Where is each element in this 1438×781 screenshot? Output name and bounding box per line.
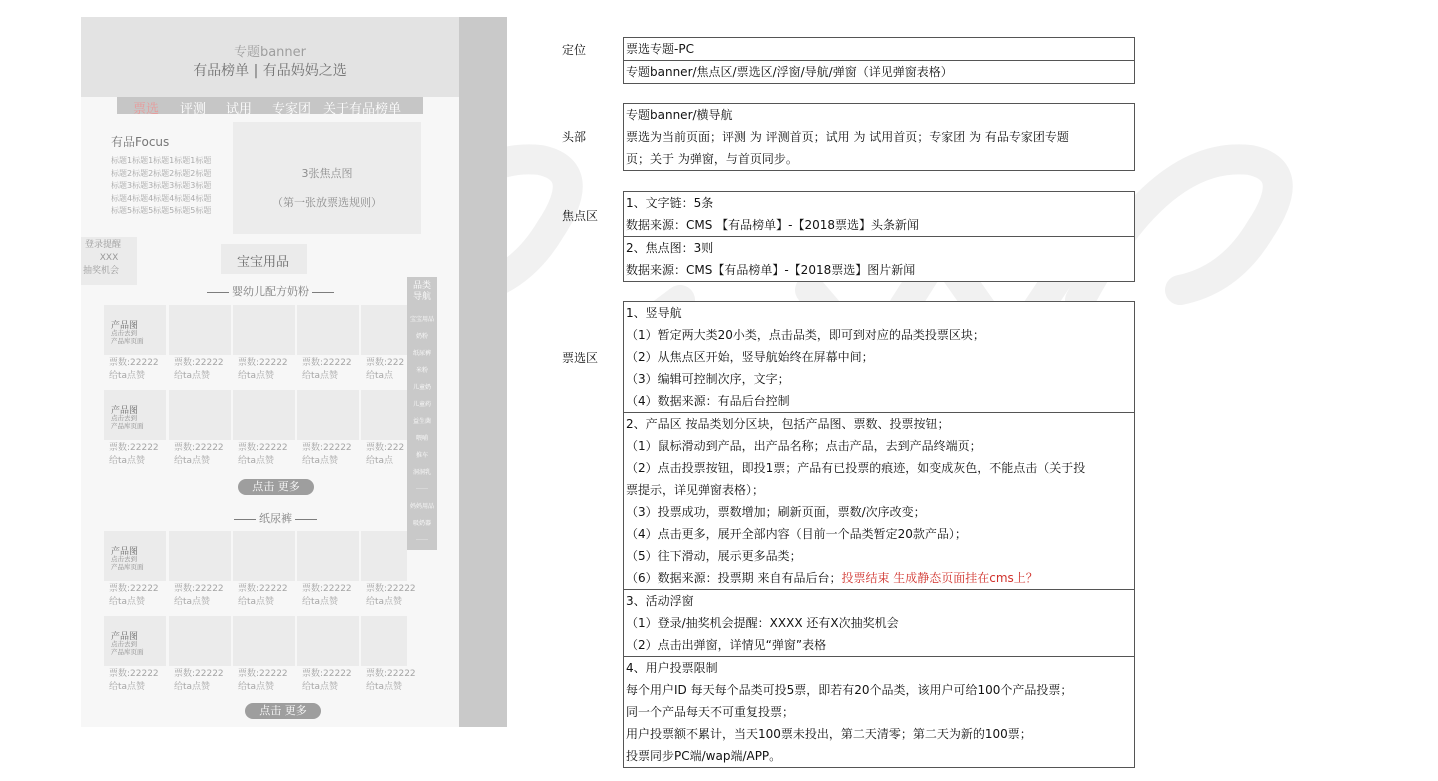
wireframe-mockup: [81, 17, 459, 727]
product-image[interactable]: [169, 390, 231, 440]
spec-line: （2）点击出弹窗，详情见“弹窗”表格: [626, 638, 827, 652]
vnav-item[interactable]: 妈妈用品: [409, 503, 434, 510]
category-title-bar: [221, 244, 307, 274]
vote-count: 票数:22222: [302, 443, 352, 453]
vote-button[interactable]: 给ta点赞: [302, 456, 339, 466]
vote-button[interactable]: 给ta点赞: [109, 456, 146, 466]
source-text: （6）数据来源：投票期 来自有品后台；: [626, 571, 842, 585]
box-positioning: [623, 37, 1135, 84]
focus-link[interactable]: 标题3标题3标题3标题3标题: [111, 181, 212, 190]
product-votes: [109, 583, 159, 609]
product-image[interactable]: [104, 531, 166, 581]
nav-item-trial[interactable]: 试用: [226, 102, 253, 117]
product-image-hint: 产品库页面: [111, 422, 144, 430]
spec-line: （4）数据来源：有品后台控制: [626, 394, 790, 408]
focus-link[interactable]: 标题5标题5标题5标题5标题: [111, 206, 212, 215]
vnav-item[interactable]: 儿童奶: [412, 384, 431, 391]
label-focus-area: 焦点区: [562, 209, 599, 223]
subcategory-diapers: [231, 510, 320, 526]
nav-item-experts[interactable]: 专家团: [272, 102, 312, 117]
product-image[interactable]: [297, 616, 359, 666]
vote-button[interactable]: 给ta点赞: [238, 456, 275, 466]
spec-line: （4）点击更多，展开全部内容（目前一个品类暂定20款产品）；: [626, 527, 967, 541]
spec-line: （3）投票成功，票数增加；刷新页面，票数/次序改变；: [626, 505, 926, 519]
activity-float-window[interactable]: [81, 237, 137, 285]
spec-line: 专题banner/横导航: [626, 108, 733, 122]
vote-count: 票数:22222: [238, 669, 288, 679]
vnav-item[interactable]: 洞洞乳: [412, 469, 431, 476]
product-votes: [174, 442, 224, 468]
product-votes: [302, 668, 352, 694]
vote-count: 票数:222: [366, 358, 405, 368]
spec-line: 专题banner/焦点区/票选区/浮窗/导航/弹窗（详见弹窗表格）: [626, 65, 953, 79]
spec-line: 每个用户ID 每天每个品类可投5票，即若有20个品类，该用户可给100个产品投票；: [626, 683, 1073, 697]
focus-link[interactable]: 标题4标题4标题4标题4标题: [111, 193, 212, 203]
product-votes: [174, 668, 224, 694]
product-image[interactable]: [169, 305, 231, 355]
spec-line: 1、竖导航: [626, 306, 682, 320]
nav-item-vote[interactable]: 票选: [133, 102, 160, 117]
horizontal-nav: [117, 97, 423, 117]
product-image[interactable]: [104, 305, 166, 355]
product-image[interactable]: [361, 531, 407, 581]
spec-line: 用户投票额不累计，当天100票未投出，第二天清零；第二天为新的100票；: [626, 727, 1032, 741]
product-votes: [109, 442, 159, 468]
vnav-item[interactable]: 儿童药: [412, 401, 431, 408]
vote-count: 票数:22222: [238, 443, 288, 453]
product-image[interactable]: [104, 616, 166, 666]
product-image[interactable]: [297, 390, 359, 440]
product-image[interactable]: [297, 305, 359, 355]
nav-item-review[interactable]: 评测: [180, 102, 207, 117]
vote-button[interactable]: 给ta点赞: [174, 597, 211, 607]
more-button[interactable]: 点击 更多: [238, 479, 314, 495]
product-votes: [366, 442, 404, 468]
vnav-item[interactable]: 米粉: [415, 367, 428, 374]
product-votes: [174, 583, 224, 609]
page-scrollbar[interactable]: [459, 17, 507, 727]
product-votes: [366, 583, 416, 609]
spec-line: 页；关于 为弹窗，与首页同步。: [626, 152, 798, 166]
vote-count: 票数:22222: [238, 358, 288, 368]
source-question-red: 投票结束 生成静态页面挂在cms上？: [841, 571, 1038, 585]
float-login-reminder: 登录提醒: [85, 240, 122, 250]
product-image-hint: 点击去到: [111, 640, 137, 648]
vote-button[interactable]: 给ta点赞: [109, 682, 146, 692]
vote-count: 票数:22222: [174, 669, 224, 679]
product-image-hint: 产品库页面: [111, 337, 144, 345]
vote-count: 票数:22222: [366, 584, 416, 594]
vnav-item[interactable]: 喂哺: [415, 435, 428, 442]
label-header: 头部: [562, 130, 587, 144]
subcategory-formula: [204, 283, 337, 299]
product-image[interactable]: [169, 531, 231, 581]
vote-button[interactable]: 给ta点赞: [109, 371, 146, 381]
vote-button[interactable]: 给ta点赞: [174, 682, 211, 692]
vote-count: 票数:22222: [174, 584, 224, 594]
vnav-item: ……: [416, 484, 428, 491]
vote-button[interactable]: 给ta点赞: [238, 682, 275, 692]
product-image[interactable]: [233, 616, 295, 666]
spec-line: 数据来源：CMS【有品榜单】-【2018票选】图片新闻: [626, 263, 916, 277]
topic-banner[interactable]: [81, 17, 459, 97]
vote-button[interactable]: 给ta点赞: [302, 371, 339, 381]
vote-count: 票数:22222: [109, 669, 159, 679]
float-lottery-chance: 抽奖机会: [83, 266, 120, 276]
spec-line: 票选专题-PC: [626, 42, 694, 56]
spec-line: （1）登录/抽奖机会提醒：XXXX 还有X次抽奖机会: [626, 616, 899, 630]
product-votes: [302, 583, 352, 609]
product-image-label: 产品图: [111, 406, 139, 416]
spec-line-source: [624, 567, 1134, 589]
float-placeholder: XXX: [99, 253, 119, 263]
spec-line: 票选为当前页面；评测 为 评测首页；试用 为 试用首页；专家团 为 有品专家团专题: [626, 130, 1069, 144]
spec-line: （2）从焦点区开始，竖导航始终在屏幕中间；: [626, 350, 874, 364]
vote-count: 票数:22222: [109, 358, 159, 368]
product-votes: [238, 357, 288, 383]
banner-title: 专题banner: [233, 45, 307, 60]
spec-line: （2）点击投票按钮，即投1票；产品有已投票的痕迹，如变成灰色，不能点击（关于投: [626, 461, 1086, 475]
vnav-item[interactable]: 纸尿裤: [412, 350, 431, 357]
focus-carousel[interactable]: [233, 122, 421, 234]
spec-line: 票提示，详见弹窗表格）；: [626, 483, 765, 497]
product-image-label: 产品图: [111, 547, 139, 557]
product-image-hint: 点击去到: [111, 329, 137, 337]
vote-count: 票数:22222: [302, 358, 352, 368]
spec-line: 3、活动浮窗: [626, 594, 694, 608]
product-votes: [366, 668, 416, 694]
vnav-item[interactable]: 奶粉: [415, 333, 428, 340]
focus-image-note: （第一张放票选规则）: [272, 196, 382, 209]
vote-button[interactable]: 给ta点: [366, 371, 394, 381]
spec-line: 4、用户投票限制: [626, 661, 718, 675]
product-image-hint: 产品库页面: [111, 648, 144, 656]
product-image[interactable]: [361, 390, 407, 440]
product-votes: [302, 357, 352, 383]
vote-button[interactable]: 给ta点赞: [174, 456, 211, 466]
subcategory-diapers-label: 纸尿裤: [259, 512, 292, 525]
spec-line: 数据来源：CMS 【有品榜单】-【2018票选】头条新闻: [626, 218, 920, 232]
spec-line: （3）编辑可控制次序，文字；: [626, 372, 790, 386]
vote-count: 票数:22222: [109, 584, 159, 594]
product-votes: [302, 442, 352, 468]
vote-count: 票数:22222: [174, 443, 224, 453]
vote-button[interactable]: 给ta点赞: [366, 597, 403, 607]
product-votes: [366, 357, 404, 383]
product-votes: [238, 442, 288, 468]
vote-count: 票数:22222: [109, 443, 159, 453]
vote-button[interactable]: 给ta点赞: [302, 682, 339, 692]
product-image[interactable]: [233, 531, 295, 581]
more-button[interactable]: 点击 更多: [245, 703, 321, 719]
focus-link[interactable]: 标题2标题2标题2标题2标题: [111, 168, 212, 178]
product-image[interactable]: [233, 305, 295, 355]
vote-button[interactable]: 给ta点赞: [366, 682, 403, 692]
focus-link[interactable]: 标题1标题1标题1标题1标题: [111, 156, 212, 165]
subcategory-formula-label: 婴幼儿配方奶粉: [232, 285, 309, 298]
focus-title: 有品Focus: [111, 135, 170, 149]
product-image[interactable]: [233, 390, 295, 440]
label-positioning: 定位: [562, 43, 587, 57]
focus-image-label: 3张焦点图: [301, 167, 353, 180]
product-image[interactable]: [169, 616, 231, 666]
product-votes: [109, 357, 159, 383]
product-image[interactable]: [361, 305, 407, 355]
product-votes: [174, 357, 224, 383]
spec-line: （1）鼠标滑动到产品，出产品名称；点击产品，去到产品终端页；: [626, 439, 982, 453]
vote-button[interactable]: 给ta点赞: [109, 597, 146, 607]
vnav-item[interactable]: 益生菌: [412, 418, 431, 425]
box-vote-area: [623, 301, 1135, 768]
vnav-item[interactable]: 宝宝用品: [409, 316, 434, 323]
product-votes: [238, 668, 288, 694]
spec-line: （1）暂定两大类20小类，点击品类，即可到对应的品类投票区块；: [626, 328, 985, 342]
product-image-label: 产品图: [111, 632, 139, 642]
spec-line: 投票同步PC端/wap端/APP。: [626, 749, 782, 763]
category-title: 宝宝用品: [237, 255, 290, 270]
label-vote-area: 票选区: [562, 351, 599, 365]
box-focus-area: [623, 191, 1135, 282]
vnav-item[interactable]: 推车: [415, 452, 428, 459]
spec-line: 2、产品区 按品类划分区块，包括产品图、票数、投票按钮；: [626, 417, 950, 431]
vnav-item[interactable]: 吸奶器: [412, 520, 431, 527]
vote-count: 票数:22222: [302, 584, 352, 594]
vote-button[interactable]: 给ta点赞: [174, 371, 211, 381]
vote-button[interactable]: 给ta点赞: [302, 597, 339, 607]
vote-count: 票数:222: [366, 443, 405, 453]
vote-button[interactable]: 给ta点赞: [238, 597, 275, 607]
product-image-hint: 产品库页面: [111, 563, 144, 571]
vnav-item: ……: [416, 535, 428, 542]
vote-count: 票数:22222: [238, 584, 288, 594]
product-image[interactable]: [361, 616, 407, 666]
vote-button[interactable]: 给ta点: [366, 456, 394, 466]
product-votes: [109, 668, 159, 694]
nav-item-about[interactable]: 关于有品榜单: [323, 102, 402, 117]
box-header: [623, 103, 1135, 171]
product-image-hint: 点击去到: [111, 414, 137, 422]
vote-count: 票数:22222: [302, 669, 352, 679]
vote-count: 票数:22222: [174, 358, 224, 368]
focus-text-links: [111, 155, 211, 218]
vote-count: 票数:22222: [366, 669, 416, 679]
product-image-label: 产品图: [111, 321, 139, 331]
product-image[interactable]: [297, 531, 359, 581]
vnav-header: 品类 导航: [412, 281, 431, 302]
spec-line: 同一个产品每天不可重复投票；: [626, 705, 795, 719]
product-votes: [238, 583, 288, 609]
spec-line: 1、文字链：5条: [626, 196, 714, 210]
product-image[interactable]: [104, 390, 166, 440]
vertical-nav: [407, 277, 437, 550]
product-image-hint: 点击去到: [111, 555, 137, 563]
spec-line: 2、焦点图：3则: [626, 241, 714, 255]
banner-subtitle: 有品榜单 | 有品妈妈之选: [193, 63, 347, 79]
vote-button[interactable]: 给ta点赞: [238, 371, 275, 381]
spec-line: （5）往下滑动，展示更多品类；: [626, 549, 802, 563]
